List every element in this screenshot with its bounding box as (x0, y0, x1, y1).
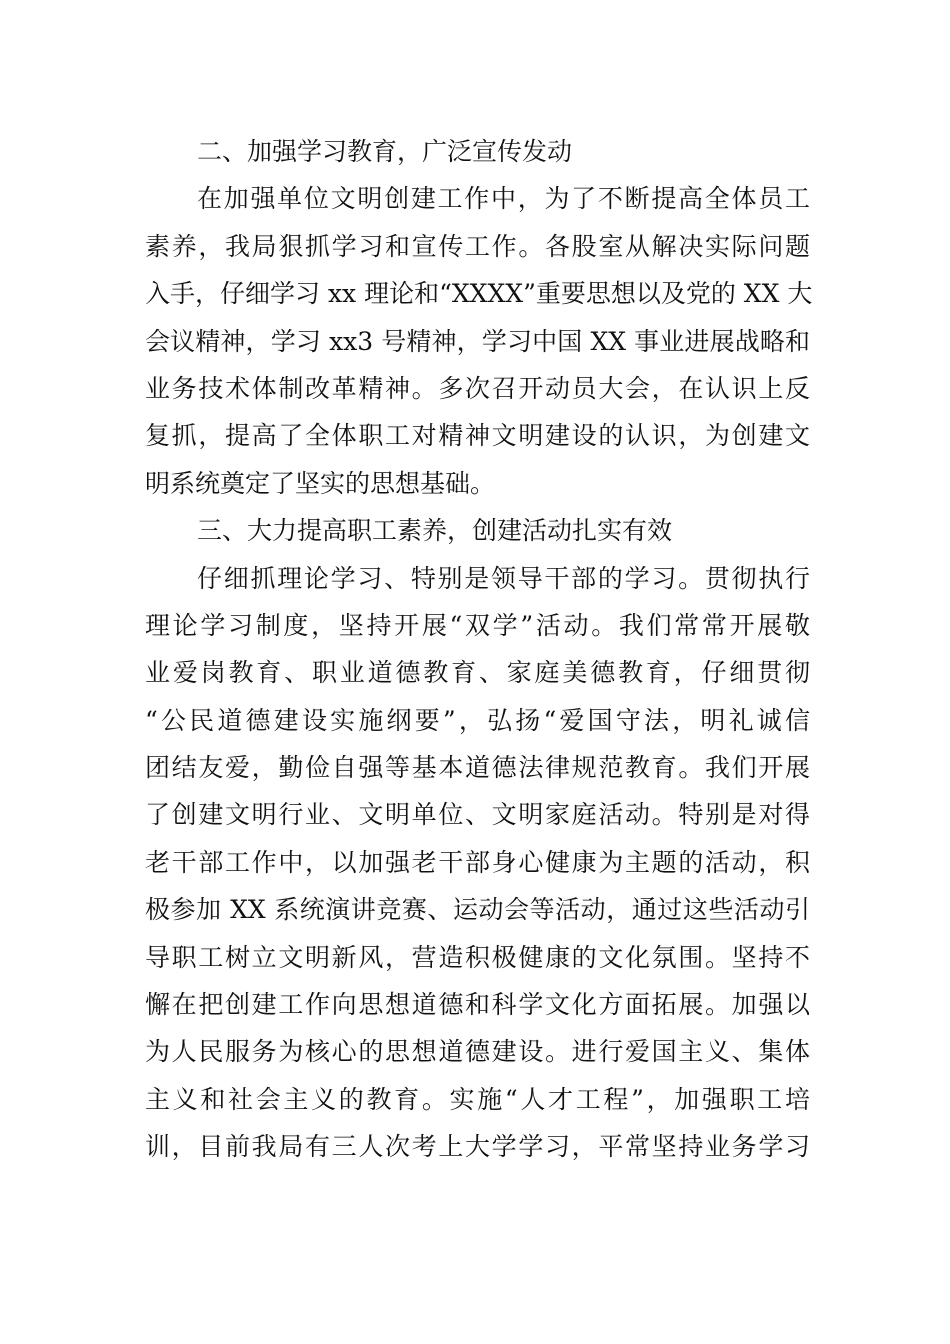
paragraph-line: 业爱岗教育、职业道德教育、家庭美德教育，仔细贯彻 (145, 658, 810, 688)
paragraph-line: 主义和社会主义的教育。实施“人才工程”，加强职工培 (145, 1084, 810, 1114)
paragraph-line: 为人民服务为核心的思想道德建设。进行爱国主义、集体 (145, 1037, 810, 1067)
paragraph-line: 复抓，提高了全体职工对精神文明建设的认识，为创建文 (145, 421, 810, 451)
paragraph-line: 理论学习制度，坚持开展“双学”活动。我们常常开展敬 (145, 610, 810, 640)
document-body (145, 128, 813, 1171)
paragraph-line: 业务技术体制改革精神。多次召开动员大会，在认识上反 (145, 373, 810, 403)
section-heading-3: 三、大力提高职工素养，创建活动扎实有效 (197, 516, 673, 546)
paragraph-line: 训，目前我局有三人次考上大学学习，平常坚持业务学习 (145, 1132, 810, 1162)
paragraph-line: 仔细抓理论学习、特别是领导干部的学习。贯彻执行 (197, 563, 810, 593)
paragraph-line: 素养，我局狠抓学习和宣传工作。各股室从解决实际问题 (145, 231, 810, 261)
paragraph-line: 明系统奠定了坚实的思想基础。 (145, 468, 496, 498)
paragraph-line: 在加强单位文明创建工作中，为了不断提高全体员工 (197, 184, 810, 214)
paragraph-line: 导职工树立文明新风，营造积极健康的文化氛围。坚持不 (145, 942, 810, 972)
paragraph-line: 团结友爱，勤俭自强等基本道德法律规范教育。我们开展 (145, 753, 810, 783)
paragraph-line: 懈在把创建工作向思想道德和科学文化方面拓展。加强以 (145, 990, 810, 1020)
paragraph-line: 入手，仔细学习 xx 理论和“XXXX”重要思想以及党的 XX 大 (145, 279, 813, 309)
section-heading-2: 二、加强学习教育，广泛宣传发动 (197, 137, 573, 166)
paragraph-line: 极参加 XX 系统演讲竞赛、运动会等活动，通过这些活动引 (145, 895, 810, 925)
paragraph-line: 了创建文明行业、文明单位、文明家庭活动。特别是对得 (145, 800, 810, 830)
paragraph-line: 会议精神，学习 xx3 号精神，学习中国 XX 事业进展战略和 (145, 326, 810, 356)
paragraph-line: “公民道德建设实施纲要”，弘扬“爱国守法，明礼诚信 (145, 705, 810, 735)
paragraph-line: 老干部工作中，以加强老干部身心健康为主题的活动，积 (145, 847, 810, 877)
